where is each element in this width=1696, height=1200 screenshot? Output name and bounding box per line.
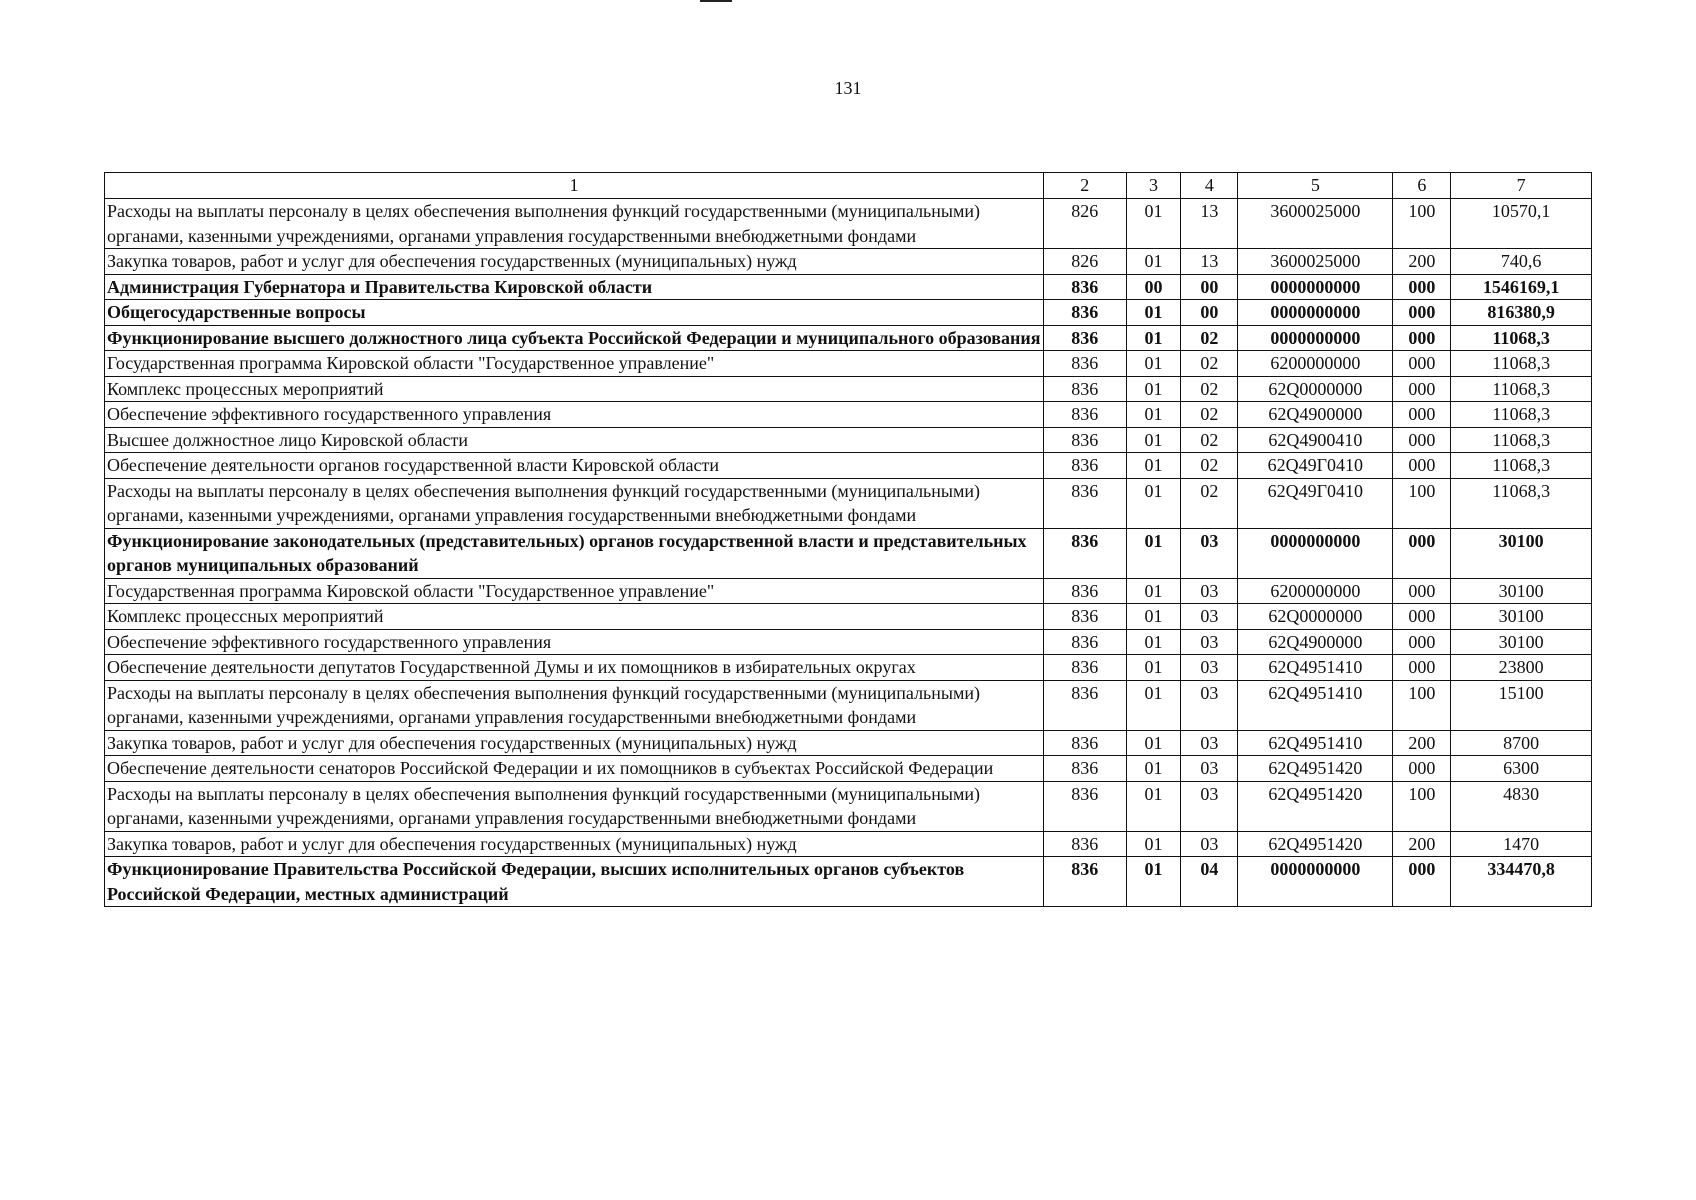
section-code-cell: 01	[1126, 249, 1181, 275]
subsection-code-cell: 13	[1181, 199, 1238, 249]
target-article-cell: 6200000000	[1238, 351, 1393, 377]
section-code-cell: 01	[1126, 376, 1181, 402]
amount-cell: 11068,3	[1451, 427, 1592, 453]
amount-cell: 11068,3	[1451, 478, 1592, 528]
amount-cell: 11068,3	[1451, 325, 1592, 351]
grbs-code-cell: 836	[1043, 655, 1126, 681]
table-body	[105, 199, 1592, 907]
grbs-code-cell: 836	[1043, 453, 1126, 479]
column-header: 4	[1181, 173, 1238, 199]
subsection-code-cell: 03	[1181, 604, 1238, 630]
grbs-code-cell: 836	[1043, 402, 1126, 428]
amount-cell: 4830	[1451, 781, 1592, 831]
section-code-cell: 01	[1126, 453, 1181, 479]
row-name-cell: Обеспечение деятельности депутатов Государственной Думы и их помощников в избирательных округах	[105, 655, 1044, 681]
expense-type-cell: 000	[1393, 655, 1451, 681]
amount-cell: 23800	[1451, 655, 1592, 681]
grbs-code-cell: 836	[1043, 300, 1126, 326]
subsection-code-cell: 03	[1181, 578, 1238, 604]
subsection-code-cell: 02	[1181, 376, 1238, 402]
grbs-code-cell: 836	[1043, 730, 1126, 756]
row-name-cell: Функционирование Правительства Российской Федерации, высших исполнительных органов субъектов Российской Федерации, местных администраций	[105, 857, 1044, 907]
subsection-code-cell: 03	[1181, 528, 1238, 578]
subsection-code-cell: 00	[1181, 274, 1238, 300]
section-code-cell: 01	[1126, 629, 1181, 655]
table-row	[105, 730, 1592, 756]
target-article-cell: 62Q49Г0410	[1238, 478, 1393, 528]
grbs-code-cell: 826	[1043, 249, 1126, 275]
section-code-cell: 01	[1126, 781, 1181, 831]
amount-cell: 30100	[1451, 629, 1592, 655]
grbs-code-cell: 836	[1043, 325, 1126, 351]
table-row	[105, 680, 1592, 730]
subsection-code-cell: 02	[1181, 453, 1238, 479]
table-row	[105, 249, 1592, 275]
subsection-code-cell: 03	[1181, 756, 1238, 782]
amount-cell: 11068,3	[1451, 351, 1592, 377]
target-article-cell: 3600025000	[1238, 199, 1393, 249]
table-row	[105, 274, 1592, 300]
row-name-cell: Комплекс процессных мероприятий	[105, 376, 1044, 402]
target-article-cell: 62Q0000000	[1238, 376, 1393, 402]
grbs-code-cell: 836	[1043, 857, 1126, 907]
table-row	[105, 528, 1592, 578]
budget-table	[104, 172, 1592, 907]
row-name-cell: Обеспечение эффективного государственного управления	[105, 629, 1044, 655]
subsection-code-cell: 03	[1181, 629, 1238, 655]
row-name-cell: Комплекс процессных мероприятий	[105, 604, 1044, 630]
expense-type-cell: 200	[1393, 730, 1451, 756]
grbs-code-cell: 836	[1043, 756, 1126, 782]
table-row	[105, 199, 1592, 249]
column-header: 3	[1126, 173, 1181, 199]
table-row	[105, 478, 1592, 528]
amount-cell: 30100	[1451, 528, 1592, 578]
row-name-cell: Расходы на выплаты персоналу в целях обеспечения выполнения функций государственными (муниципальными) органами, казенными учреждениями, органами управления государственными внебюджетными фондами	[105, 199, 1044, 249]
expense-type-cell: 000	[1393, 629, 1451, 655]
grbs-code-cell: 836	[1043, 831, 1126, 857]
amount-cell: 15100	[1451, 680, 1592, 730]
target-article-cell: 0000000000	[1238, 528, 1393, 578]
section-code-cell: 01	[1126, 528, 1181, 578]
target-article-cell: 62Q4951420	[1238, 781, 1393, 831]
target-article-cell: 62Q4951410	[1238, 680, 1393, 730]
amount-cell: 6300	[1451, 756, 1592, 782]
expense-type-cell: 200	[1393, 249, 1451, 275]
section-code-cell: 01	[1126, 857, 1181, 907]
amount-cell: 30100	[1451, 604, 1592, 630]
section-code-cell: 01	[1126, 578, 1181, 604]
expense-type-cell: 000	[1393, 402, 1451, 428]
target-article-cell: 0000000000	[1238, 857, 1393, 907]
amount-cell: 11068,3	[1451, 402, 1592, 428]
target-article-cell: 62Q4900410	[1238, 427, 1393, 453]
amount-cell: 10570,1	[1451, 199, 1592, 249]
section-code-cell: 01	[1126, 402, 1181, 428]
expense-type-cell: 100	[1393, 478, 1451, 528]
section-code-cell: 01	[1126, 730, 1181, 756]
row-name-cell: Закупка товаров, работ и услуг для обеспечения государственных (муниципальных) нужд	[105, 730, 1044, 756]
subsection-code-cell: 04	[1181, 857, 1238, 907]
page-number: 131	[834, 78, 862, 98]
table-row	[105, 402, 1592, 428]
row-name-cell: Общегосударственные вопросы	[105, 300, 1044, 326]
section-code-cell: 01	[1126, 351, 1181, 377]
expense-type-cell: 100	[1393, 781, 1451, 831]
target-article-cell: 0000000000	[1238, 274, 1393, 300]
grbs-code-cell: 826	[1043, 199, 1126, 249]
section-code-cell: 00	[1126, 274, 1181, 300]
expense-type-cell: 100	[1393, 680, 1451, 730]
grbs-code-cell: 836	[1043, 781, 1126, 831]
column-header: 2	[1043, 173, 1126, 199]
table-row	[105, 857, 1592, 907]
row-name-cell: Обеспечение эффективного государственного управления	[105, 402, 1044, 428]
subsection-code-cell: 02	[1181, 402, 1238, 428]
row-name-cell: Обеспечение деятельности органов государственной власти Кировской области	[105, 453, 1044, 479]
section-code-cell: 01	[1126, 655, 1181, 681]
grbs-code-cell: 836	[1043, 478, 1126, 528]
table-row	[105, 578, 1592, 604]
target-article-cell: 62Q4951410	[1238, 730, 1393, 756]
expense-type-cell: 000	[1393, 756, 1451, 782]
expense-type-cell: 000	[1393, 325, 1451, 351]
target-article-cell: 62Q4951420	[1238, 756, 1393, 782]
table-row	[105, 629, 1592, 655]
column-header: 1	[105, 173, 1044, 199]
row-name-cell: Обеспечение деятельности сенаторов Российской Федерации и их помощников в субъектах Российской Федерации	[105, 756, 1044, 782]
subsection-code-cell: 13	[1181, 249, 1238, 275]
subsection-code-cell: 03	[1181, 730, 1238, 756]
grbs-code-cell: 836	[1043, 427, 1126, 453]
target-article-cell: 6200000000	[1238, 578, 1393, 604]
column-header: 5	[1238, 173, 1393, 199]
row-name-cell: Расходы на выплаты персоналу в целях обеспечения выполнения функций государственными (муниципальными) органами, казенными учреждениями, органами управления государственными внебюджетными фондами	[105, 680, 1044, 730]
expense-type-cell: 100	[1393, 199, 1451, 249]
amount-cell: 11068,3	[1451, 453, 1592, 479]
expense-type-cell: 000	[1393, 300, 1451, 326]
table-row	[105, 781, 1592, 831]
grbs-code-cell: 836	[1043, 604, 1126, 630]
subsection-code-cell: 03	[1181, 680, 1238, 730]
section-code-cell: 01	[1126, 831, 1181, 857]
section-code-cell: 01	[1126, 325, 1181, 351]
subsection-code-cell: 03	[1181, 831, 1238, 857]
subsection-code-cell: 02	[1181, 325, 1238, 351]
row-name-cell: Государственная программа Кировской области "Государственное управление"	[105, 578, 1044, 604]
row-name-cell: Расходы на выплаты персоналу в целях обеспечения выполнения функций государственными (муниципальными) органами, казенными учреждениями, органами управления государственными внебюджетными фондами	[105, 781, 1044, 831]
expense-type-cell: 000	[1393, 376, 1451, 402]
table-row	[105, 325, 1592, 351]
amount-cell: 8700	[1451, 730, 1592, 756]
table-row	[105, 831, 1592, 857]
row-name-cell: Высшее должностное лицо Кировской области	[105, 427, 1044, 453]
table-row	[105, 351, 1592, 377]
amount-cell: 334470,8	[1451, 857, 1592, 907]
grbs-code-cell: 836	[1043, 376, 1126, 402]
row-name-cell: Государственная программа Кировской области "Государственное управление"	[105, 351, 1044, 377]
grbs-code-cell: 836	[1043, 629, 1126, 655]
target-article-cell: 62Q4900000	[1238, 629, 1393, 655]
row-name-cell: Закупка товаров, работ и услуг для обеспечения государственных (муниципальных) нужд	[105, 831, 1044, 857]
top-edge-mark	[700, 0, 732, 2]
row-name-cell: Функционирование законодательных (представительных) органов государственной власти и представительных органов муниципальных образований	[105, 528, 1044, 578]
column-header: 6	[1393, 173, 1451, 199]
row-name-cell: Функционирование высшего должностного лица субъекта Российской Федерации и муниципального образования	[105, 325, 1044, 351]
subsection-code-cell: 03	[1181, 655, 1238, 681]
expense-type-cell: 000	[1393, 351, 1451, 377]
section-code-cell: 01	[1126, 756, 1181, 782]
amount-cell: 11068,3	[1451, 376, 1592, 402]
target-article-cell: 0000000000	[1238, 300, 1393, 326]
expense-type-cell: 000	[1393, 604, 1451, 630]
grbs-code-cell: 836	[1043, 578, 1126, 604]
section-code-cell: 01	[1126, 199, 1181, 249]
subsection-code-cell: 00	[1181, 300, 1238, 326]
amount-cell: 30100	[1451, 578, 1592, 604]
grbs-code-cell: 836	[1043, 274, 1126, 300]
grbs-code-cell: 836	[1043, 351, 1126, 377]
grbs-code-cell: 836	[1043, 680, 1126, 730]
amount-cell: 740,6	[1451, 249, 1592, 275]
expense-type-cell: 200	[1393, 831, 1451, 857]
section-code-cell: 01	[1126, 680, 1181, 730]
table-row	[105, 756, 1592, 782]
row-name-cell: Администрация Губернатора и Правительства Кировской области	[105, 274, 1044, 300]
table-row	[105, 376, 1592, 402]
table-row	[105, 300, 1592, 326]
table-row	[105, 453, 1592, 479]
target-article-cell: 62Q4951410	[1238, 655, 1393, 681]
section-code-cell: 01	[1126, 478, 1181, 528]
amount-cell: 816380,9	[1451, 300, 1592, 326]
expense-type-cell: 000	[1393, 274, 1451, 300]
expense-type-cell: 000	[1393, 578, 1451, 604]
expense-type-cell: 000	[1393, 528, 1451, 578]
subsection-code-cell: 02	[1181, 427, 1238, 453]
table-row	[105, 427, 1592, 453]
column-header: 7	[1451, 173, 1592, 199]
subsection-code-cell: 03	[1181, 781, 1238, 831]
table-row	[105, 604, 1592, 630]
target-article-cell: 62Q4951420	[1238, 831, 1393, 857]
section-code-cell: 01	[1126, 300, 1181, 326]
expense-type-cell: 000	[1393, 857, 1451, 907]
section-code-cell: 01	[1126, 604, 1181, 630]
column-number-row	[105, 173, 1592, 199]
section-code-cell: 01	[1126, 427, 1181, 453]
target-article-cell: 62Q4900000	[1238, 402, 1393, 428]
subsection-code-cell: 02	[1181, 351, 1238, 377]
row-name-cell: Закупка товаров, работ и услуг для обеспечения государственных (муниципальных) нужд	[105, 249, 1044, 275]
table-row	[105, 655, 1592, 681]
expense-type-cell: 000	[1393, 427, 1451, 453]
row-name-cell: Расходы на выплаты персоналу в целях обеспечения выполнения функций государственными (муниципальными) органами, казенными учреждениями, органами управления государственными внебюджетными фондами	[105, 478, 1044, 528]
grbs-code-cell: 836	[1043, 528, 1126, 578]
target-article-cell: 62Q0000000	[1238, 604, 1393, 630]
expense-type-cell: 000	[1393, 453, 1451, 479]
subsection-code-cell: 02	[1181, 478, 1238, 528]
target-article-cell: 0000000000	[1238, 325, 1393, 351]
amount-cell: 1470	[1451, 831, 1592, 857]
target-article-cell: 62Q49Г0410	[1238, 453, 1393, 479]
target-article-cell: 3600025000	[1238, 249, 1393, 275]
amount-cell: 1546169,1	[1451, 274, 1592, 300]
